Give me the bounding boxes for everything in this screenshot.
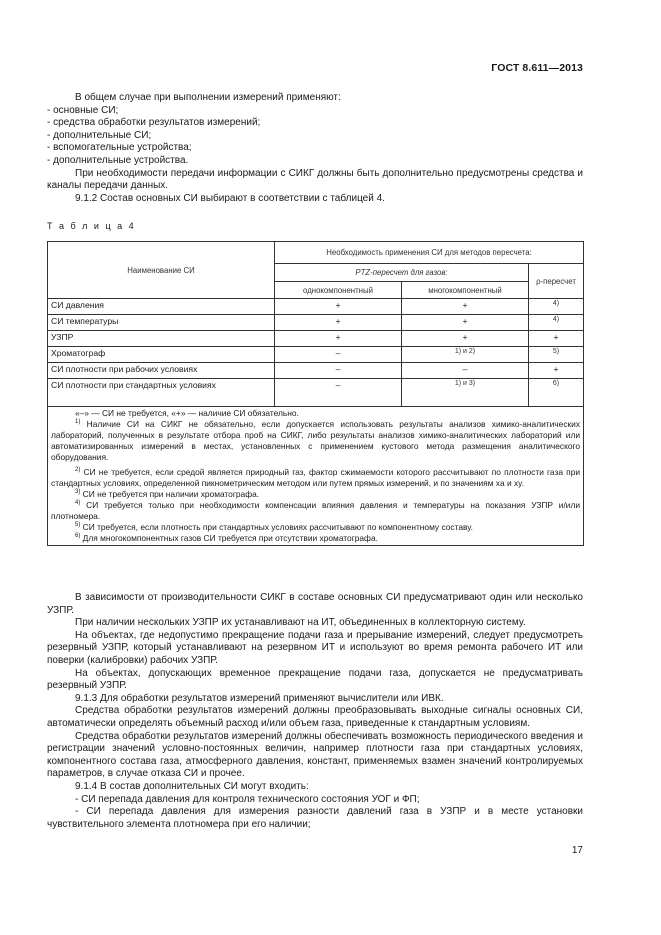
table-row [48,331,584,347]
row-label: СИ температуры [48,315,275,331]
cell: + [275,331,402,347]
cell: + [529,363,584,379]
table-row [48,347,584,363]
note-text: Для многокомпонентных газов СИ требуется при отсутствии хроматографа. [82,533,378,543]
note-5: $^{5)}$ СИ требуется, если плотность при стандартных условиях рассчитывают по компонентному составу. [75,522,473,532]
paragraph: Средства обработки результатов измерений должны обеспечивать возможность периодического введения и регистрации значений условно-постоянных величин, например плотности газа при стандартных условиях, компонентного состава газа, атмосферного давления, констант, применяемых взамен значений контролируемых параметров, в случае отказа СИ и прочее. [47,730,583,780]
cell: + [402,299,529,315]
header-group: Необходимость применения СИ для методов пересчета: [275,242,584,264]
paragraph: На объектах, где недопустимо прекращение подачи газа и прерывание измерений, следует предусмотреть резервный УЗПР, который устанавливают на резервном ИТ и используют во время ремонта рабочего ИТ или поверки (калибровки) рабочих УЗПР. [47,629,583,666]
table-row [48,299,584,315]
list-item: - средства обработки результатов измерений; [47,117,261,129]
header-single: однокомпонентный [275,282,402,299]
cell: – [275,347,402,363]
note-text: Наличие СИ на СИКГ не обязательно, если допускается использовать результаты анализов химико-аналитических лабораторий, полученных в результате отбора проб на СИКГ, либо результаты анализов химико-аналитических лабораторий или автоматизированных измерений в местах, установленных с применением кустового метода размещения аналитического оборудования. [51,419,581,462]
note-2: $^{2)}$ СИ не требуется, если средой является природный газ, фактор сжимаемости которого рассчитывают по плотности газа при стандартных условиях, определенной пикнометрическим методом или путем прямых измерений, и по значениям xa и xy. [51,467,581,488]
list-item: - дополнительные устройства. [47,154,189,166]
list-item: - вспомогательные устройства; [47,142,192,154]
row-label: СИ плотности при рабочих условиях [48,363,275,379]
note-text: СИ не требуется при наличии хроматографа. [82,489,260,499]
cell: + [402,331,529,347]
continued-text [47,592,583,831]
note-3: $^{3)}$ СИ не требуется при наличии хроматографа. [75,489,260,499]
cell: 6) [529,379,584,407]
table-notes [48,407,584,546]
cell: – [275,363,402,379]
note-1: $^{1)}$ Наличие СИ на СИКГ не обязательно, если допускается использовать результаты анализов химико-аналитических лабораторий, полученных в результате отбора проб на СИКГ, либо результаты анализов химико-аналитических лабораторий или автоматизированных измерений в местах, установленных с применением кустового метода размещения аналитического оборудования. [51,419,581,462]
header-name: Наименование СИ [48,242,275,299]
paragraph: В зависимости от производительности СИКГ в составе основных СИ предусматривают один или несколько УЗПР. [47,592,583,616]
cell: 4) [529,299,584,315]
list-item: - основные СИ; [47,104,119,116]
cell: + [275,315,402,331]
paragraph: 9.1.4 В состав дополнительных СИ могут входить: [75,780,309,792]
note-4: $^{4)}$ СИ требуется только при необходимости компенсации влияния давления и температуры на показания УЗПР и/или плотномера. [51,500,581,521]
note-text: СИ не требуется, если средой является природный газ, фактор сжимаемости которого рассчитывают по плотности газа при стандартных условиях, определенной пикнометрическим методом или путем прямых измерений, и по значениям xa и xy. [51,467,581,488]
header-rho: ρ-пересчет [529,264,584,299]
row-label: УЗПР [48,331,275,347]
paragraph: 9.1.2 Состав основных СИ выбирают в соответствии с таблицей 4. [75,192,385,204]
table-row [48,315,584,331]
list-item: - дополнительные СИ; [47,129,152,141]
cell: 1) и 2) [402,347,529,363]
cell: 1) и 3) [402,379,529,407]
paragraph: Средства обработки результатов измерений должны преобразовывать выходные сигналы основных СИ, автоматически определять объемный расход и/или объем газа, приведенные к стандартным условиям. [47,705,583,729]
row-label: СИ плотности при стандартных условиях [48,379,275,407]
table-row [48,363,584,379]
paragraph: При необходимости передачи информации с СИКГ должны быть дополнительно предусмотрены средства и каналы передачи данных. [47,167,583,192]
intro-text [47,92,583,205]
row-label: СИ давления [48,299,275,315]
note-6: $^{6)}$ Для многокомпонентных газов СИ требуется при отсутствии хроматографа. [75,533,378,543]
cell: 5) [529,347,584,363]
cell: + [275,299,402,315]
list-item: - СИ перепада давления для контроля технического состояния УОГ и ФП; [75,793,420,805]
cell: – [275,379,402,407]
paragraph: При наличии нескольких УЗПР их устанавливают на ИТ, объединенных в коллекторную систему. [75,617,526,629]
paragraph: На объектах, допускающих временное прекращение подачи газа, допускается не предусматривать резервный УЗПР. [47,667,583,692]
cell: 4) [529,315,584,331]
intro-paragraph: В общем случае при выполнении измерений применяют: [75,92,341,103]
table-row [48,379,584,407]
note-text: СИ требуется только при необходимости компенсации влияния давления и температуры на показания УЗПР и/или плотномера. [51,500,581,521]
row-label: Хроматограф [48,347,275,363]
note-text: СИ требуется, если плотность при стандартных условиях рассчитывают по компонентному составу. [82,522,473,532]
page-number: 17 [571,845,583,856]
header-ptz: PTZ-пересчет для газов: [275,264,529,282]
cell: + [529,331,584,347]
list-item: - СИ перепада давления для измерения разности давлений газа в УЗПР и в месте установки чувствительного элемента плотномера при его наличии; [47,806,583,830]
table-title: Т а б л и ц а 4 [47,221,136,231]
cell: – [402,363,529,379]
standard-code: ГОСТ 8.611—2013 [491,62,583,74]
note-legend: «–» — СИ не требуется, «+» — наличие СИ обязательно. [75,408,299,418]
equipment-table [47,241,584,546]
paragraph: 9.1.3 Для обработки результатов измерений применяют вычислители или ИВК. [75,692,444,704]
header-multi: многокомпонентный [402,282,529,299]
cell: + [402,315,529,331]
